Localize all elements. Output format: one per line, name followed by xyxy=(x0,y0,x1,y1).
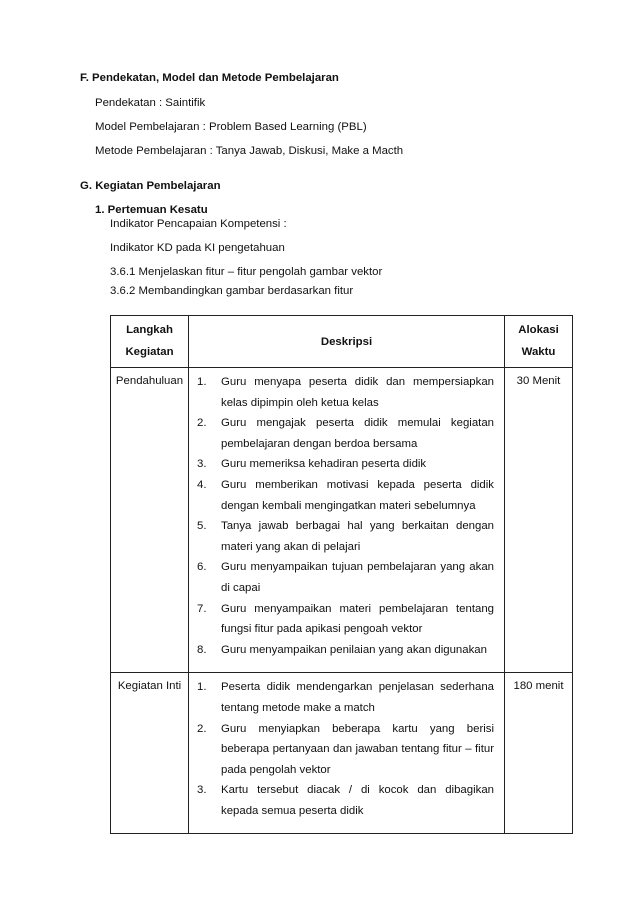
list-item xyxy=(197,677,494,718)
list-item xyxy=(197,372,494,413)
activity-table xyxy=(110,315,573,834)
table-row xyxy=(111,673,573,834)
section-g-heading: G. Kegiatan Pembelajaran xyxy=(80,180,221,192)
list-item xyxy=(197,475,494,516)
header-alokasi-waktu xyxy=(505,316,573,368)
step-number: 2. xyxy=(197,722,207,735)
indicator-3-6-2-line: 3.6.2 Membandingkan gambar berdasarkan fitur xyxy=(110,285,354,297)
step-number: 1. xyxy=(197,681,207,694)
step-text: Tanya jawab berbagai hal yang berkaitan dengan materi yang akan di pelajari xyxy=(221,520,494,553)
step-number: 1. xyxy=(197,376,207,388)
list-item xyxy=(197,557,494,598)
list-item xyxy=(197,516,494,557)
list-item xyxy=(197,454,494,475)
step-text: Guru menyampaikan tujuan pembelajaran yang akan di capai xyxy=(221,561,494,594)
meeting-heading: 1. Pertemuan Kesatu xyxy=(95,204,208,216)
step-list xyxy=(189,673,504,833)
table-header-row xyxy=(111,316,573,368)
header-kegiatan: Kegiatan xyxy=(125,346,174,358)
step-text: Guru menyapa peserta didik dan mempersiapkan kelas dipimpin oleh ketua kelas xyxy=(221,376,494,409)
header-langkah: Langkah xyxy=(126,324,173,336)
approach-line: Pendekatan : Saintifik xyxy=(95,97,206,109)
header-deskripsi: Deskripsi xyxy=(189,316,505,368)
step-number: 7. xyxy=(197,602,207,615)
header-langkah-kegiatan xyxy=(111,316,189,368)
model-line: Model Pembelajaran : Problem Based Learning (PBL) xyxy=(95,121,367,133)
step-text: Guru memberikan motivasi kepada peserta didik dengan kembali mengingatkan materi sebelumnya xyxy=(221,478,494,512)
list-item xyxy=(197,780,494,821)
indicator-title-line: Indikator Pencapaian Kompetensi : xyxy=(110,218,287,230)
step-number: 8. xyxy=(197,643,207,656)
list-item xyxy=(197,640,494,661)
step-number: 3. xyxy=(197,784,207,797)
step-number: 5. xyxy=(197,520,207,533)
step-text: Guru menyiapkan beberapa kartu yang berisi beberapa pertanyaan dan jawaban tentang fitur – fitur pada pengolah vektor xyxy=(221,722,494,776)
step-number: 3. xyxy=(197,458,207,471)
time-cell: 180 menit xyxy=(505,673,573,834)
step-text: Guru menyampaikan materi pembelajaran tentang fungsi fitur pada apikasi pengoah vektor xyxy=(221,602,494,636)
step-text: Kartu tersebut diacak / di kocok dan dibagikan kepada semua peserta didik xyxy=(221,784,494,817)
table-row xyxy=(111,368,573,673)
description-cell xyxy=(189,673,505,834)
time-cell: 30 Menit xyxy=(505,368,573,673)
indicator-3-6-1-line: 3.6.1 Menjelaskan fitur – fitur pengolah gambar vektor xyxy=(110,266,383,278)
step-text: Guru menyampaikan penilaian yang akan digunakan xyxy=(221,643,487,656)
list-item xyxy=(197,599,494,640)
stage-cell: Kegiatan Inti xyxy=(111,673,189,834)
step-number: 4. xyxy=(197,478,207,491)
step-text: Guru mengajak peserta didik memulai kegiatan pembelajaran dengan berdoa bersama xyxy=(221,417,494,450)
step-number: 6. xyxy=(197,561,207,574)
indicator-kd-line: Indikator KD pada KI pengetahuan xyxy=(110,242,285,254)
method-line: Metode Pembelajaran : Tanya Jawab, Diskusi, Make a Macth xyxy=(95,145,404,157)
header-alokasi: Alokasi xyxy=(518,324,559,336)
step-text: Guru memeriksa kehadiran peserta didik xyxy=(221,458,427,471)
header-waktu: Waktu xyxy=(521,346,556,358)
description-cell xyxy=(189,368,505,673)
stage-cell: Pendahuluan xyxy=(111,368,189,673)
section-f-heading: F. Pendekatan, Model dan Metode Pembelajaran xyxy=(80,72,339,84)
step-list xyxy=(189,368,504,672)
list-item xyxy=(197,719,494,781)
step-number: 2. xyxy=(197,417,207,430)
list-item xyxy=(197,413,494,454)
step-text: Peserta didik mendengarkan penjelasan sederhana tentang metode make a match xyxy=(221,681,494,714)
